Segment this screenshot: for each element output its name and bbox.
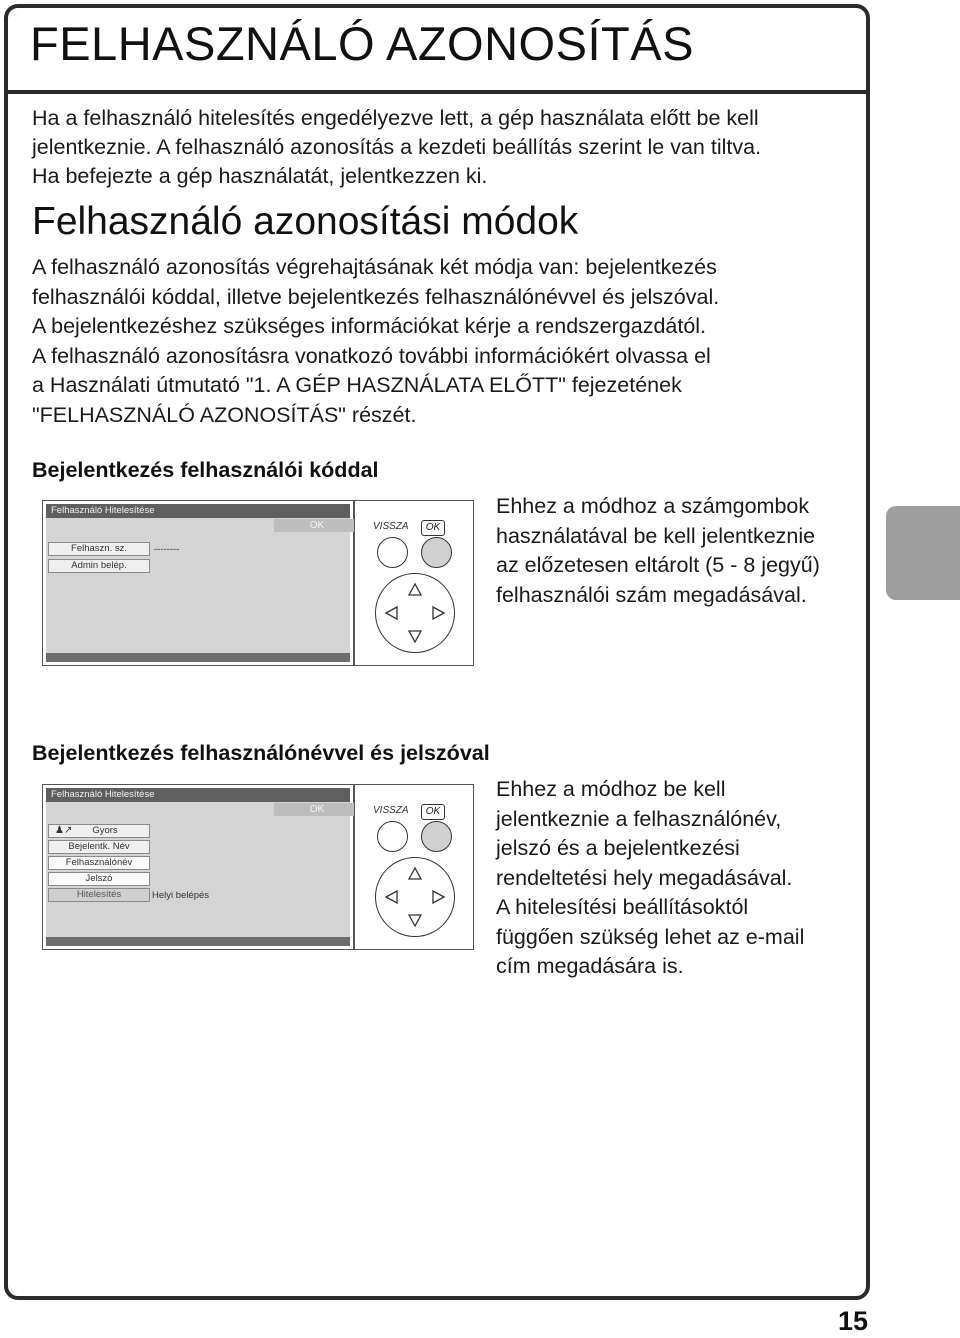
desc-line: az előzetesen eltárolt (5 - 8 jegyű) <box>496 553 820 577</box>
method1-keypad <box>354 500 474 666</box>
screen-header <box>46 504 350 518</box>
back-key-label: VISSZA <box>373 521 409 532</box>
arrow-pad[interactable] <box>375 857 455 937</box>
arrow-keys-icon <box>376 574 454 652</box>
section-title: Felhasználó azonosítási módok <box>32 200 579 243</box>
method2-description <box>496 775 870 982</box>
intro-paragraph <box>32 104 862 191</box>
desc-line: használatával be kell jelentkeznie <box>496 523 816 548</box>
quick-label: Gyors <box>92 825 118 836</box>
chapter-tab <box>886 506 960 600</box>
screen-header-label: Felhasználó Hitelesítése <box>51 789 155 800</box>
desc-line: cím megadására is. <box>496 954 684 978</box>
ok-key[interactable] <box>421 537 452 568</box>
screen-bottom-bar <box>46 653 350 662</box>
method2-screen <box>42 784 354 950</box>
method1-description <box>496 492 870 610</box>
back-key[interactable] <box>377 821 408 852</box>
screen-header-label: Felhasználó Hitelesítése <box>51 505 155 516</box>
arrow-pad[interactable] <box>375 573 455 653</box>
quick-login-button[interactable] <box>48 824 150 838</box>
ok-key-label: OK <box>421 520 445 536</box>
arrow-keys-icon <box>376 858 454 936</box>
screen-bottom-bar <box>46 937 350 946</box>
back-key[interactable] <box>377 537 408 568</box>
body-line: felhasználói kóddal, illetve bejelentkezés felhasználónévvel és jelszóval. <box>32 284 720 309</box>
body-line: A felhasználó azonosítás végrehajtásának két módja van: bejelentkezés <box>32 255 717 279</box>
ok-key-label: OK <box>421 804 445 820</box>
auth-button[interactable]: Hitelesítés <box>48 888 150 902</box>
desc-line: felhasználói szám megadásával. <box>496 582 807 607</box>
back-key-label: VISSZA <box>373 805 409 816</box>
title-bar <box>8 8 866 94</box>
page-title: FELHASZNÁLÓ AZONOSÍTÁS <box>30 17 694 70</box>
desc-line: Ehhez a módhoz be kell <box>496 777 726 801</box>
body-line: "FELHASZNÁLÓ AZONOSÍTÁS" részét. <box>32 402 417 427</box>
desc-line: rendeltetési hely megadásával. <box>496 865 793 890</box>
ok-key[interactable] <box>421 821 452 852</box>
desc-line: Ehhez a módhoz a számgombok <box>496 494 810 518</box>
password-button[interactable]: Jelszó <box>48 872 150 886</box>
desc-line: jelszó és a bejelentkezési <box>496 836 740 860</box>
method1-screen <box>42 500 354 666</box>
desc-line: jelentkeznie a felhasználónév, <box>496 806 782 831</box>
body-line: a Használati útmutató "1. A GÉP HASZNÁLATA ELŐTT" fejezetének <box>32 373 682 397</box>
intro-line: Ha a felhasználó hitelesítés engedélyezve lett, a gép használata előtt be kell <box>32 106 759 130</box>
login-name-button[interactable]: Bejelentk. Név <box>48 840 150 854</box>
screen-header <box>46 788 350 802</box>
admin-login-button[interactable]: Admin belép. <box>48 559 150 573</box>
username-button[interactable]: Felhasználónév <box>48 856 150 870</box>
method2-title: Bejelentkezés felhasználónévvel és jelszóval <box>32 741 490 765</box>
user-key-icon: ♟↗ <box>55 825 73 836</box>
body-line: A bejelentkezéshez szükséges információkat kérje a rendszergazdától. <box>32 314 707 338</box>
page-frame <box>4 4 870 1300</box>
user-number-value: -------- <box>154 544 180 555</box>
body-line: A felhasználó azonosításra vonatkozó további információkért olvassa el <box>32 343 711 368</box>
intro-line: Ha befejezte a gép használatát, jelentkezzen ki. <box>32 164 488 188</box>
screen-ok-button[interactable]: OK <box>274 519 360 532</box>
screen-ok-button[interactable]: OK <box>274 803 360 816</box>
user-number-button[interactable]: Felhaszn. sz. <box>48 542 150 556</box>
desc-line: A hitelesítési beállításoktól <box>496 895 749 919</box>
screen-display <box>46 788 350 946</box>
method1-title: Bejelentkezés felhasználói kóddal <box>32 458 379 482</box>
section-body <box>32 253 862 430</box>
page-number: 15 <box>838 1306 869 1336</box>
auth-value: Helyi belépés <box>152 890 210 901</box>
intro-line: jelentkeznie. A felhasználó azonosítás a kezdeti beállítás szerint le van tiltva. <box>32 135 762 159</box>
desc-line: függően szükség lehet az e-mail <box>496 924 805 949</box>
method2-keypad <box>354 784 474 950</box>
screen-display <box>46 504 350 662</box>
